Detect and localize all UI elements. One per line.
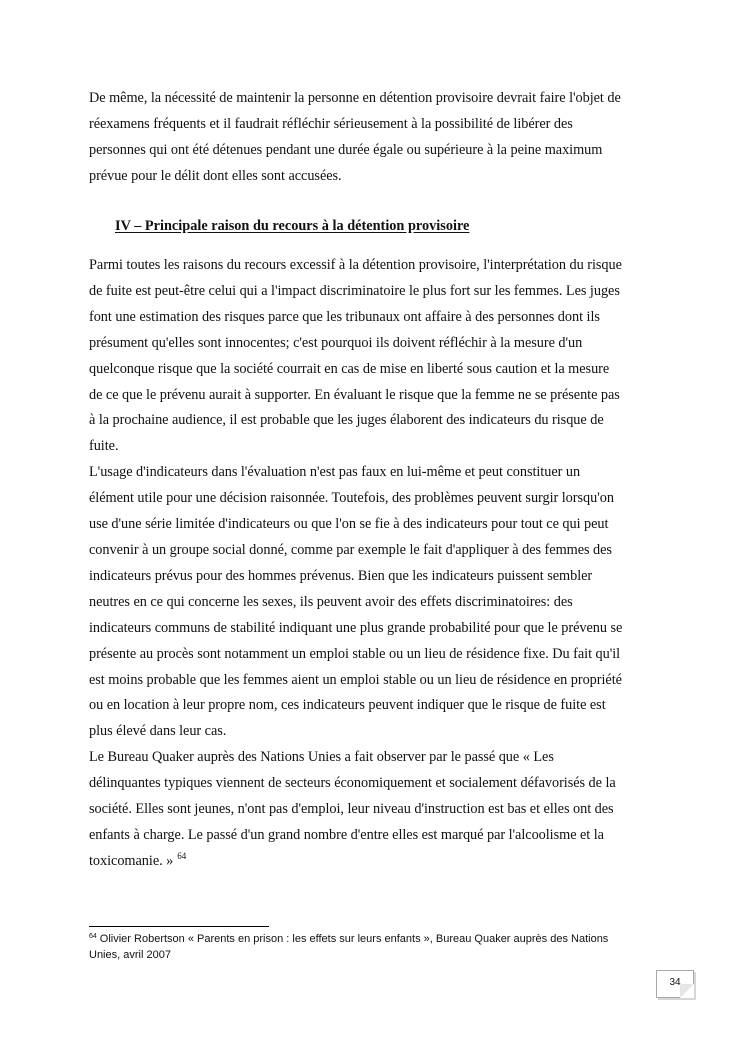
text-line: neutres en ce qui concerne les sexes, ils peuvent avoir des effets discriminatoires: des (89, 593, 573, 610)
text-line: Le Bureau Quaker auprès des Nations Unies a fait observer par le passé que « Les (89, 749, 554, 766)
text-line-last (89, 849, 669, 875)
footnote-reference[interactable]: 64 (177, 850, 187, 861)
footnote-line (89, 932, 649, 948)
footnote-text: Olivier Robertson « Parents en prison : les effets sur leurs enfants », Bureau Quaker auprès des Nations (99, 933, 609, 945)
text-line: quelconque risque que la société courrait en cas de mise en liberté sous caution et la mesure (89, 360, 610, 377)
text-line: indicateurs communs de stabilité indiquant une plus grande probabilité pour que le prévenu se (89, 619, 623, 636)
text-line: use d'une série limitée d'indicateurs ou que l'on se fie à des indicateurs pour tout ce qui peut (89, 516, 609, 533)
text-line: L'usage d'indicateurs dans l'évaluation n'est pas faux en lui-même et peut constituer un (89, 464, 581, 481)
text-line: élément utile pour une décision raisonnée. Toutefois, des problèmes peuvent surgir lorsqu'on (89, 490, 614, 507)
text-line: présument qu'elles sont innocentes; c'est pourquoi ils doivent réfléchir à la mesure d'un (89, 334, 583, 351)
text-line: ou en location à leur propre nom, ces indicateurs peuvent indiquer que le risque de fuite est (89, 697, 606, 714)
text-line: font une estimation des risques parce que les tribunaux ont affaire à des personnes dont ils (89, 308, 600, 325)
text-line: à la prochaine audience, il est probable que les juges élaborent des indicateurs du risque de (89, 412, 604, 429)
text-line: prévue pour le délit dont elles sont accusées. (89, 167, 342, 184)
text-line: plus élevé dans leur cas. (89, 723, 227, 740)
text-line: est moins probable que les femmes aient un emploi stable ou un lieu de résidence en propriété (89, 671, 622, 688)
section-heading: IV – Principale raison du recours à la détention provisoire (115, 218, 470, 234)
text-line: délinquantes typiques viennent de secteurs économiquement et socialement défavorisés de la (89, 775, 616, 792)
text-line: De même, la nécessité de maintenir la personne en détention provisoire devrait faire l'objet de (89, 90, 621, 106)
text-line: Parmi toutes les raisons du recours excessif à la détention provisoire, l'interprétation du risque (89, 257, 622, 273)
paragraph-detention-review (89, 86, 669, 190)
text-line: enfants à charge. Le passé d'un grand nombre d'entre elles est marqué par l'alcoolisme et la (89, 826, 604, 843)
footnote-separator (89, 926, 269, 927)
text-line-last-content: toxicomanie. » (89, 852, 174, 869)
page-number: 34 (669, 977, 681, 988)
page-number-box (656, 970, 694, 998)
text-line: fuite. (89, 438, 119, 455)
text-line: indicateurs prévus pour des hommes prévenus. Bien que les indicateurs puissent sembler (89, 567, 593, 584)
footnote (89, 932, 649, 963)
text-line: convenir à un groupe social donné, comme par exemple le fait d'appliquer à des femmes des (89, 541, 612, 558)
text-line: présente au procès sont notamment un emploi stable ou un lieu de résidence fixe. Du fait qu'il (89, 645, 621, 662)
text-line: de ce que le prévenu aurait à supporter. En évaluant le risque que la femme ne se présente pas (89, 386, 620, 403)
footnote-line: Unies, avril 2007 (89, 948, 171, 961)
text-line: de fuite est peut-être celui qui a l'impact discriminatoire le plus fort sur les femmes. Les juges (89, 282, 620, 299)
footnote-number: 64 (89, 933, 97, 940)
paragraph-flight-risk (89, 253, 669, 875)
text-line: société. Elles sont jeunes, n'ont pas d'emploi, leur niveau d'instruction est bas et elles ont des (89, 801, 614, 818)
text-line: personnes qui ont été détenues pendant une durée égale ou supérieure à la peine maximum (89, 141, 603, 158)
text-line: réexamens fréquents et il faudrait réfléchir sérieusement à la possibilité de libérer des (89, 115, 573, 132)
